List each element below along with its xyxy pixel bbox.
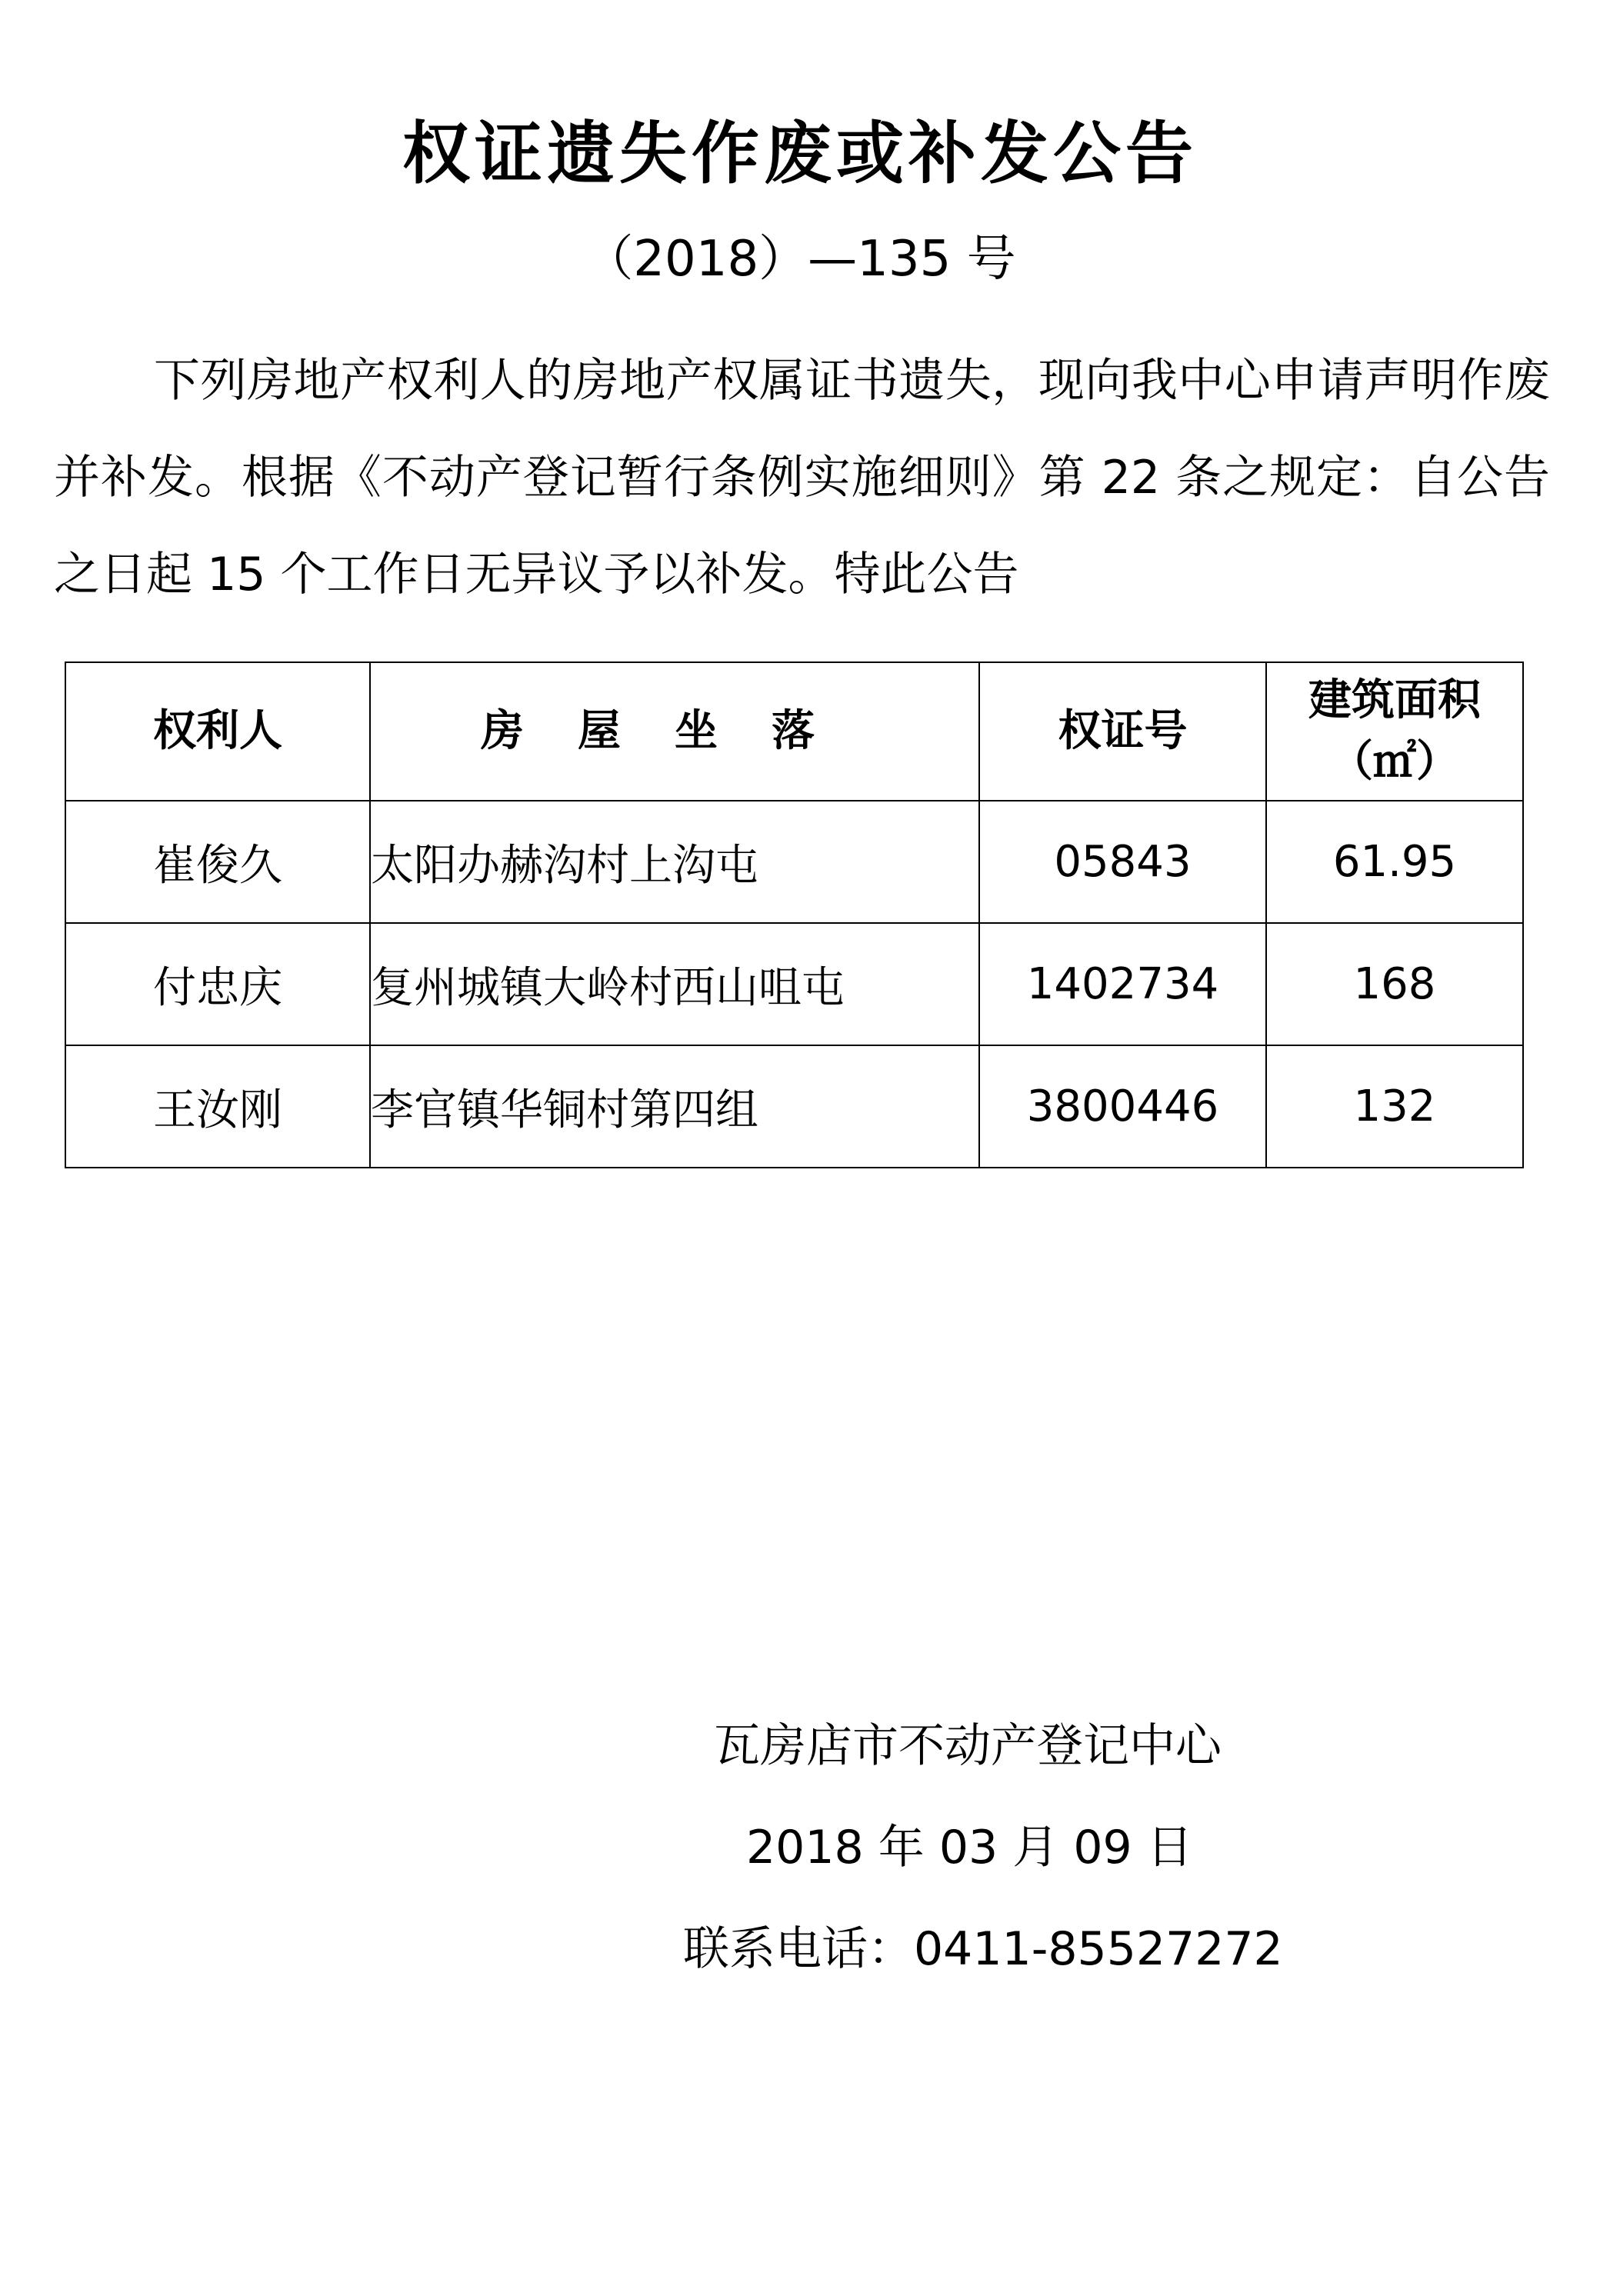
issuing-organization: 瓦房店市不动产登记中心 bbox=[714, 1719, 1222, 1773]
contact-phone: 联系电话：0411-85527272 bbox=[683, 1922, 1283, 1976]
header-area-line1: 建筑面积 bbox=[1308, 675, 1481, 725]
cell-cert-no: 05843 bbox=[979, 801, 1266, 923]
cell-location: 复州城镇大岭村西山咀屯 bbox=[370, 923, 979, 1045]
cell-owner: 付忠庆 bbox=[65, 923, 370, 1045]
cell-area: 168 bbox=[1266, 923, 1523, 1045]
cell-location: 太阳办赫沟村上沟屯 bbox=[370, 801, 979, 923]
notice-title: 权证遗失作废或补发公告 bbox=[402, 114, 1198, 193]
notice-number: （2018）—135 号 bbox=[584, 231, 1016, 288]
issue-date: 2018 年 03 月 09 日 bbox=[746, 1821, 1193, 1874]
cell-location: 李官镇华铜村第四组 bbox=[370, 1045, 979, 1168]
cell-owner: 王汝刚 bbox=[65, 1045, 370, 1168]
cell-cert-no: 1402734 bbox=[979, 923, 1266, 1045]
header-area bbox=[1266, 662, 1523, 801]
header-owner: 权利人 bbox=[65, 662, 370, 801]
cell-area: 132 bbox=[1266, 1045, 1523, 1168]
cell-cert-no: 3800446 bbox=[979, 1045, 1266, 1168]
cell-owner: 崔俊久 bbox=[65, 801, 370, 923]
header-cert-no: 权证号 bbox=[979, 662, 1266, 801]
records-table bbox=[65, 661, 1524, 1168]
table-header-row bbox=[65, 662, 1523, 801]
header-area-line2: （㎡） bbox=[1330, 737, 1459, 787]
header-location-label: 房屋坐落 bbox=[481, 706, 868, 756]
cell-area: 61.95 bbox=[1266, 801, 1523, 923]
table-row bbox=[65, 801, 1523, 923]
table-row bbox=[65, 923, 1523, 1045]
header-location bbox=[370, 662, 979, 801]
table-row bbox=[65, 1045, 1523, 1168]
notice-body: 下列房地产权利人的房地产权属证书遗失，现向我中心申请声明作废并补发。根据《不动产登记暂行条例实施细则》第 22 条之规定：自公告之日起 15 个工作日无异议予以补发。特此公告 bbox=[54, 354, 1550, 601]
